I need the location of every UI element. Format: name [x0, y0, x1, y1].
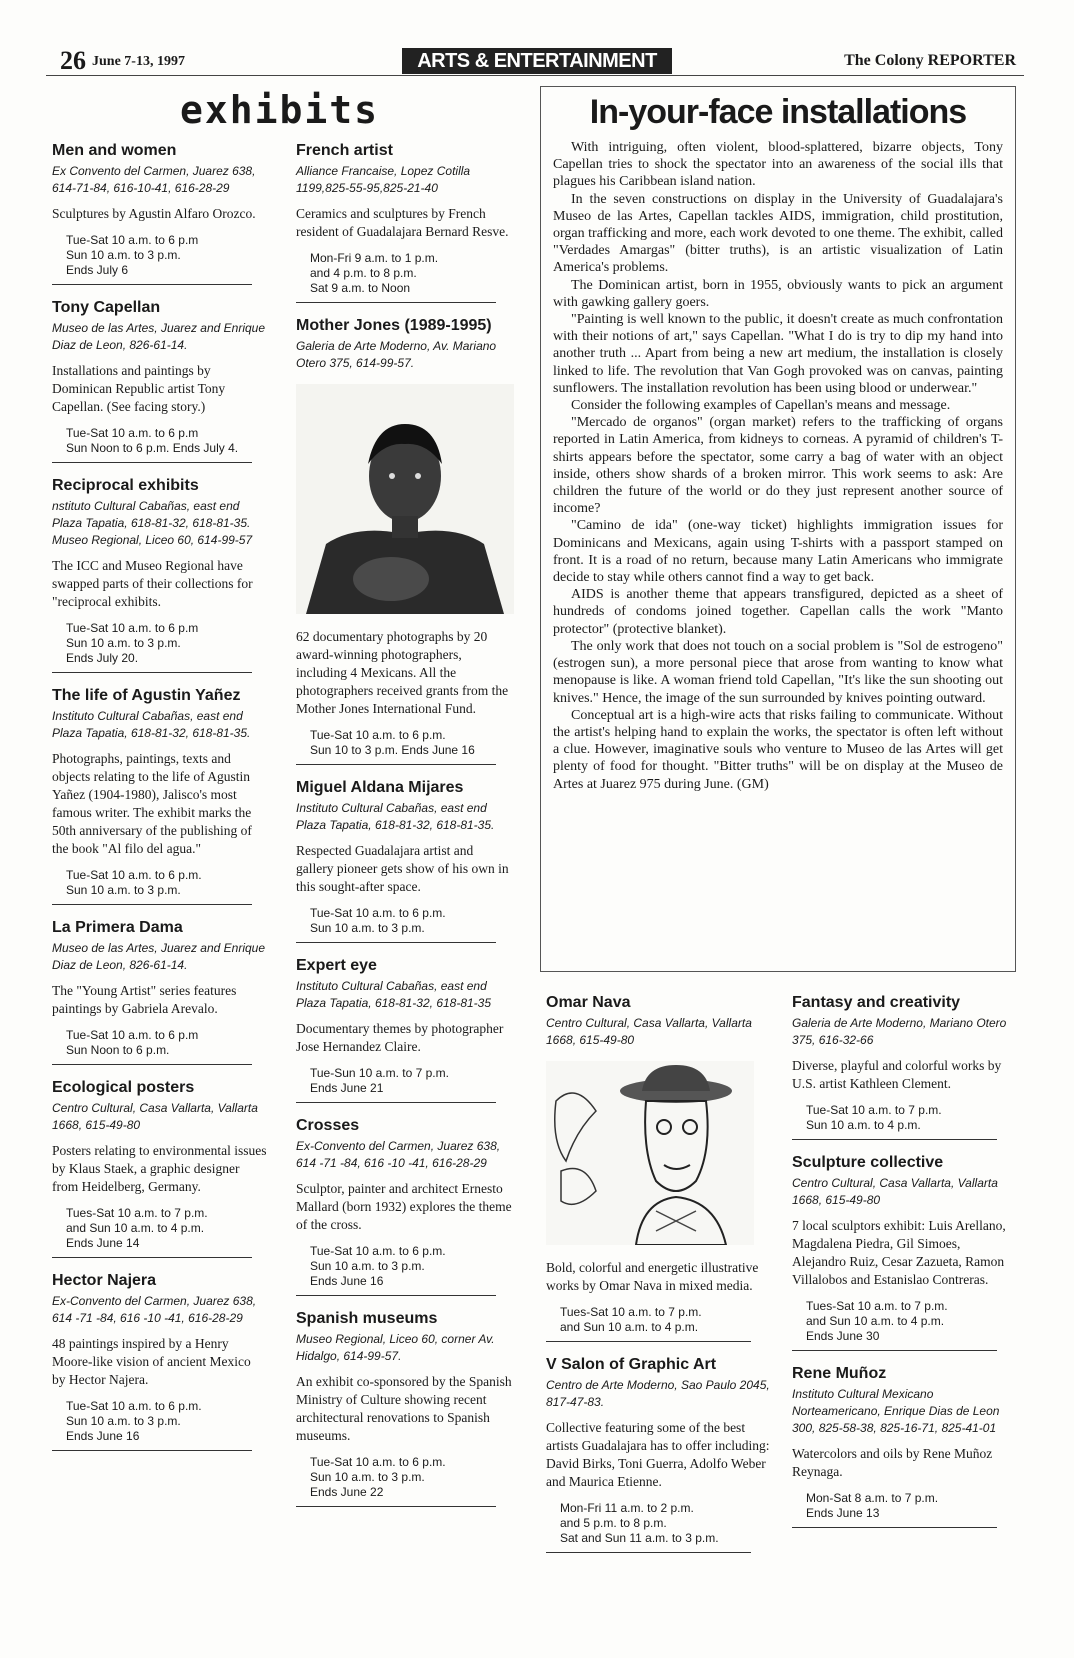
hours-line: Tues-Sat 10 a.m. to 7 p.m. — [66, 1206, 208, 1220]
exhibit-venue: Museo de las Artes, Juarez and Enrique Diaz de Leon, 826-61-14. — [52, 941, 266, 972]
exhibit-title: Mother Jones (1989-1995) — [296, 317, 492, 334]
exhibit-description: Respected Guadalajara artist and gallery pioneer gets show of his own in this sought-after space. — [296, 843, 509, 894]
hours-line: and Sun 10 a.m. to 4 p.m. — [560, 1320, 699, 1334]
hours-line: Mon-Fri 9 a.m. to 1 p.m. — [310, 251, 439, 265]
exhibit-venue: Ex-Convento del Carmen, Juarez 638, 614 -71 -84, 616 -10 -41, 616-28-29 — [296, 1139, 501, 1170]
story-paragraph: Conceptual art is a high-wire acts that risks failing to communicate. Without the artist's helping hand to explain the works, the spectator is often left without a clue. However, imaginative souls who venture to Museo de las Artes will get plenty of food for thought. "Bitter truths" will be on display at the Museo de Artes at Juarez 975 during June. (GM) — [553, 707, 1003, 792]
exhibit-venue: Instituto Cultural Mexicano Norteamericano, Enrique Dias de Leon 300, 825-58-38, 825-16-71, 825-41-01 — [792, 1387, 1000, 1435]
exhibit-description: Collective featuring some of the best artists Guadalajara has to offer including: David Birks, Toni Guerra, Adolfo Weber and Maurica Etienne. — [546, 1420, 770, 1489]
exhibit-entry — [52, 299, 267, 463]
exhibit-venue: Museo de las Artes, Juarez and Enrique Diaz de Leon, 826-61-14. — [52, 321, 266, 352]
exhibit-title: Ecological posters — [52, 1079, 195, 1096]
listings-column-3 — [546, 994, 771, 1567]
exhibit-title: Hector Najera — [52, 1272, 157, 1289]
hours-line: Sun 10 a.m. to 4 p.m. — [806, 1118, 921, 1132]
page-header — [46, 44, 1024, 76]
exhibit-description: Posters relating to environmental issues by Klaus Staek, a graphic designer from Heidelberg, Germany. — [52, 1143, 267, 1194]
exhibit-title: Miguel Aldana Mijares — [296, 779, 464, 796]
exhibit-entry — [296, 1117, 514, 1296]
exhibit-description: Ceramics and sculptures by French resident of Guadalajara Bernard Resve. — [296, 206, 509, 239]
exhibit-entry — [52, 142, 267, 285]
portrait-photo — [296, 384, 514, 614]
exhibit-description: Documentary themes by photographer Jose Hernandez Claire. — [296, 1021, 504, 1054]
hours-line: Tue-Sat 10 a.m. to 6 p.m. — [310, 1244, 446, 1258]
exhibit-hours — [296, 906, 496, 943]
exhibit-hours — [52, 1206, 252, 1258]
hours-line: Tue-Sat 10 a.m. to 6 p.m — [66, 233, 199, 247]
hours-line: Sun 10 to 3 p.m. Ends June 16 — [310, 743, 475, 757]
story-paragraph: "Camino de ida" (one-way ticket) highlights immigration issues for Dominicans and Mexicans, again using T-shirts with a passport stamped on front. It is a road of no return, because many Latin Americans who immigrate decide to stay while others cannot find a way to get back. — [553, 518, 1003, 586]
exhibit-title: La Primera Dama — [52, 919, 183, 936]
hours-line: Tue-Sat 10 a.m. to 6 p.m. — [66, 868, 202, 882]
story-paragraph: The only work that does not touch on a social problem is "Sol de estrogeno" (estrogen sun), a more personal piece that arose from wanting to know what menopause is like. A woman friend told Capellan, "It's like the sun shooting out knives." Hence, the image of the sun surrounded by knives pointing outward. — [553, 638, 1003, 706]
exhibit-entry — [792, 994, 1014, 1140]
hours-line: and Sun 10 a.m. to 4 p.m. — [66, 1221, 205, 1235]
exhibit-description: 62 documentary photographs by 20 award-winning photographers, including 4 Mexicans. All the photographers received grants from the Mother Jones International Fund. — [296, 629, 509, 716]
exhibit-hours — [546, 1501, 751, 1553]
hours-line: and Sun 10 a.m. to 4 p.m. — [806, 1314, 945, 1328]
exhibit-title: Men and women — [52, 142, 177, 159]
exhibit-description: The ICC and Museo Regional have swapped parts of their collections for "reciprocal exhibits. — [52, 558, 253, 609]
hours-line: Tue-Sat 10 a.m. to 6 p.m. — [310, 728, 446, 742]
exhibit-hours — [546, 1305, 751, 1342]
exhibit-entry — [52, 919, 267, 1065]
exhibit-title: French artist — [296, 142, 393, 159]
hours-line: Tue-Sat 10 a.m. to 6 p.m. — [66, 1399, 202, 1413]
hours-line: Ends July 6 — [66, 263, 129, 277]
exhibit-venue: Ex-Convento del Carmen, Juarez 638, 614 -71 -84, 616 -10 -41, 616-28-29 — [52, 1294, 257, 1325]
hours-line: and 4 p.m. to 8 p.m. — [310, 266, 417, 280]
hours-line: Sun 10 a.m. to 3 p.m. — [310, 1259, 425, 1273]
exhibit-description: Diverse, playful and colorful works by U.S. artist Kathleen Clement. — [792, 1058, 1002, 1091]
exhibit-title: Fantasy and creativity — [792, 994, 961, 1011]
exhibit-venue: Instituto Cultural Cabañas, east end Plaza Tapatia, 618-81-32, 618-81-35. — [296, 801, 495, 832]
exhibit-description: Installations and paintings by Dominican Republic artist Tony Capellan. (See facing story.) — [52, 363, 226, 414]
exhibit-title: Reciprocal exhibits — [52, 477, 199, 494]
exhibit-hours — [52, 1028, 252, 1065]
hours-line: Ends June 16 — [310, 1274, 384, 1288]
exhibit-title: Spanish museums — [296, 1310, 438, 1327]
hours-line: Sun 10 a.m. to 3 p.m. — [66, 636, 181, 650]
hours-line: Tue-Sat 10 a.m. to 7 p.m. — [806, 1103, 942, 1117]
exhibit-description: The "Young Artist" series features paintings by Gabriela Arevalo. — [52, 983, 237, 1016]
exhibit-entry — [296, 317, 514, 765]
hours-line: Sat 9 a.m. to Noon — [310, 281, 411, 295]
exhibit-hours — [296, 1455, 496, 1507]
hours-line: Ends June 16 — [66, 1429, 140, 1443]
exhibit-hours — [792, 1299, 997, 1351]
exhibit-entry — [52, 1272, 267, 1451]
exhibit-venue: Galeria de Arte Moderno, Av. Mariano Otero 375, 614-99-57. — [296, 339, 497, 370]
exhibit-entry — [546, 1356, 771, 1553]
listings-column-2 — [296, 142, 514, 1521]
exhibit-entry — [52, 1079, 267, 1258]
exhibit-hours — [52, 1399, 252, 1451]
exhibit-entry — [296, 779, 514, 943]
issue-date: June 7-13, 1997 — [92, 54, 185, 69]
story-paragraph: The Dominican artist, born in 1955, obviously wants to pick an argument with gawking gallery goers. — [553, 277, 1003, 310]
hours-line: and 5 p.m. to 8 p.m. — [560, 1516, 667, 1530]
exhibit-hours — [296, 251, 496, 303]
feature-headline: In-your-face installations — [589, 93, 967, 131]
exhibit-description: An exhibit co-sponsored by the Spanish Ministry of Culture showing recent architectural renovations to Spanish museums. — [296, 1374, 512, 1443]
feature-story-box — [540, 86, 1016, 972]
listings-column-1 — [52, 142, 267, 1465]
hours-line: Tues-Sat 10 a.m. to 7 p.m. — [806, 1299, 948, 1313]
exhibit-entry — [52, 687, 267, 905]
exhibit-entry — [296, 142, 514, 303]
hours-line: Sun Noon to 6 p.m. — [66, 1043, 170, 1057]
hours-line: Tue-Sat 10 a.m. to 6 p.m. — [310, 1455, 446, 1469]
hours-line: Sun 10 a.m. to 3 p.m. — [310, 921, 425, 935]
exhibit-venue: Instituto Cultural Cabañas, east end Plaza Tapatia, 618-81-32, 618-81-35. — [52, 709, 251, 740]
story-paragraph: In the seven constructions on display in the University of Guadalajara's Museo de las Artes, Capellan tackles AIDS, immigration, child prostitution, organ trafficking and more, each work devoted to one theme. The exhibit, called "Verdades Amargas" (bitter truths), is an artistic visualization of Latin America's problems. — [553, 191, 1003, 276]
hours-line: Sat and Sun 11 a.m. to 3 p.m. — [560, 1531, 719, 1545]
exhibit-title: Rene Muñoz — [792, 1365, 887, 1382]
exhibit-title: Crosses — [296, 1117, 360, 1134]
exhibit-title: Tony Capellan — [52, 299, 161, 316]
exhibit-venue: Centro de Arte Moderno, Sao Paulo 2045, 817-47-83. — [546, 1378, 770, 1409]
exhibit-venue: Ex Convento del Carmen, Juarez 638, 614-71-84, 616-10-41, 616-28-29 — [52, 164, 256, 195]
hours-line: Sun 10 a.m. to 3 p.m. — [66, 883, 181, 897]
exhibit-description: 7 local sculptors exhibit: Luis Arellano, Magdalena Piedra, Gil Simoes, Alejandro Ruiz, Cesar Zazueta, Ramon Villalobos and Estanislao Contreras. — [792, 1218, 1006, 1287]
exhibit-hours — [792, 1491, 997, 1528]
exhibit-venue: Museo Regional, Liceo 60, corner Av. Hidalgo, 614-99-57. — [296, 1332, 495, 1363]
hours-line: Ends June 14 — [66, 1236, 140, 1250]
exhibit-hours — [792, 1103, 997, 1140]
exhibit-venue: Centro Cultural, Casa Vallarta, Vallarta 1668, 615-49-80 — [792, 1176, 998, 1207]
hours-line: Sun Noon to 6 p.m. Ends July 4. — [66, 441, 239, 455]
hours-line: Tue-Sun 10 a.m. to 7 p.m. — [310, 1066, 449, 1080]
section-banner: ARTS & ENTERTAINMENT — [402, 48, 672, 74]
exhibit-description: 48 paintings inspired by a Henry Moore-like vision of ancient Mexico by Hector Najera. — [52, 1336, 251, 1387]
exhibit-entry — [792, 1154, 1014, 1351]
exhibit-title: V Salon of Graphic Art — [546, 1356, 717, 1373]
hours-line: Tues-Sat 10 a.m. to 7 p.m. — [560, 1305, 702, 1319]
exhibit-description: Watercolors and oils by Rene Muñoz Reynaga. — [792, 1446, 993, 1479]
exhibit-description: Sculptures by Agustin Alfaro Orozco. — [52, 206, 256, 221]
exhibit-hours — [52, 868, 252, 905]
hours-line: Ends June 21 — [310, 1081, 384, 1095]
exhibit-venue: Instituto Cultural Cabañas, east end Plaza Tapatia, 618-81-32, 618-81-35 — [296, 979, 492, 1010]
exhibit-hours — [296, 728, 496, 765]
story-paragraph: With intriguing, often violent, blood-splattered, bizarre objects, Tony Capellan tries to shock the spectator into an awareness of the social ills that plagues his Caribbean island nation. — [553, 140, 1003, 190]
illustration-man-in-hat — [546, 1061, 754, 1245]
hours-line: Tue-Sat 10 a.m. to 6 p.m. — [310, 906, 446, 920]
exhibit-venue: Alliance Francaise, Lopez Cotilla 1199,825-55-95,825-21-40 — [296, 164, 471, 195]
exhibit-venue: Galeria de Arte Moderno, Mariano Otero 375, 616-32-66 — [792, 1016, 1007, 1047]
story-paragraph: "Painting is well known to the public, it doesn't create as much confrontation with their notions of art," says Capellan. "What I do is try to dip my hand into another truth ... Apart from being a new art medium, the installation is closely linked to life. The revolution that Van Gogh provoked was on canvas, painting sunflowers. The installation revolution has been using blood or underwear." — [553, 312, 1003, 396]
exhibit-venue: nstituto Cultural Cabañas, east end Plaza Tapatia, 618-81-32, 618-81-35. Museo Regional, Liceo 60, 614-99-57 — [52, 499, 253, 547]
exhibit-hours — [52, 233, 252, 285]
exhibit-entry — [296, 1310, 514, 1507]
hours-line: Tue-Sat 10 a.m. to 6 p.m — [66, 621, 199, 635]
story-paragraph: "Mercado de organos" (organ market) refers to the trafficking of organs reported in Latin America, from kidneys to corneas. A pyramid of children's T-shirts appears before the spectator, some carry a bag of water with an object inside, others show shards of a broken mirror. This work seems to ask: Are children the future of the world or do they just represent another source of income? — [553, 415, 1003, 517]
hours-line: Ends June 22 — [310, 1485, 384, 1499]
hours-line: Sun 10 a.m. to 3 p.m. — [66, 248, 181, 262]
exhibit-title: Sculpture collective — [792, 1154, 944, 1171]
exhibit-entry — [546, 994, 771, 1342]
hours-line: Ends June 30 — [806, 1329, 880, 1343]
hours-line: Tue-Sat 10 a.m. to 6 p.m — [66, 426, 199, 440]
hours-line: Ends July 20. — [66, 651, 139, 665]
hours-line: Sun 10 a.m. to 3 p.m. — [66, 1414, 181, 1428]
exhibit-entry — [792, 1365, 1014, 1528]
exhibit-title: Omar Nava — [546, 994, 631, 1011]
exhibit-title: Expert eye — [296, 957, 377, 974]
exhibit-hours — [52, 426, 252, 463]
hours-line: Mon-Sat 8 a.m. to 7 p.m. — [806, 1491, 939, 1505]
exhibit-entry — [52, 477, 267, 673]
exhibit-venue: Centro Cultural, Casa Vallarta, Vallarta 1668, 615-49-80 — [52, 1101, 258, 1132]
exhibit-description: Bold, colorful and energetic illustrative works by Omar Nava in mixed media. — [546, 1260, 759, 1293]
exhibit-venue: Centro Cultural, Casa Vallarta, Vallarta 1668, 615-49-80 — [546, 1016, 752, 1047]
hours-line: Sun 10 a.m. to 3 p.m. — [310, 1470, 425, 1484]
hours-line: Mon-Fri 11 a.m. to 2 p.m. — [560, 1501, 694, 1515]
hours-line: Tue-Sat 10 a.m. to 6 p.m — [66, 1028, 199, 1042]
exhibits-heading: exhibits — [180, 88, 380, 132]
exhibit-description: Sculptor, painter and architect Ernesto Mallard (born 1932) explores the theme of the cross. — [296, 1181, 512, 1232]
hours-line: Ends June 13 — [806, 1506, 880, 1520]
exhibit-description: Photographs, paintings, texts and objects relating to the life of Agustin Yañez (1904-1980), Jalisco's most famous writer. The exhibit marks the 50th anniversary of the publishing of the book "Al filo del agua." — [52, 751, 252, 856]
exhibit-entry — [296, 957, 514, 1103]
listings-column-4 — [792, 994, 1014, 1542]
exhibit-title: The life of Agustin Yañez — [52, 687, 241, 704]
exhibit-hours — [296, 1066, 496, 1103]
page-number: 26 — [60, 46, 86, 75]
story-paragraph: Consider the following examples of Capellan's means and message. — [571, 398, 951, 414]
exhibit-hours — [52, 621, 252, 673]
paper-name: The Colony REPORTER — [844, 52, 1016, 69]
exhibit-hours — [296, 1244, 496, 1296]
story-paragraph: AIDS is another theme that appears transfigured, depicted as a sheet of hundreds of condoms joined together. Capellan calls the work "Manto protector" (protective blanket). — [553, 587, 1003, 637]
